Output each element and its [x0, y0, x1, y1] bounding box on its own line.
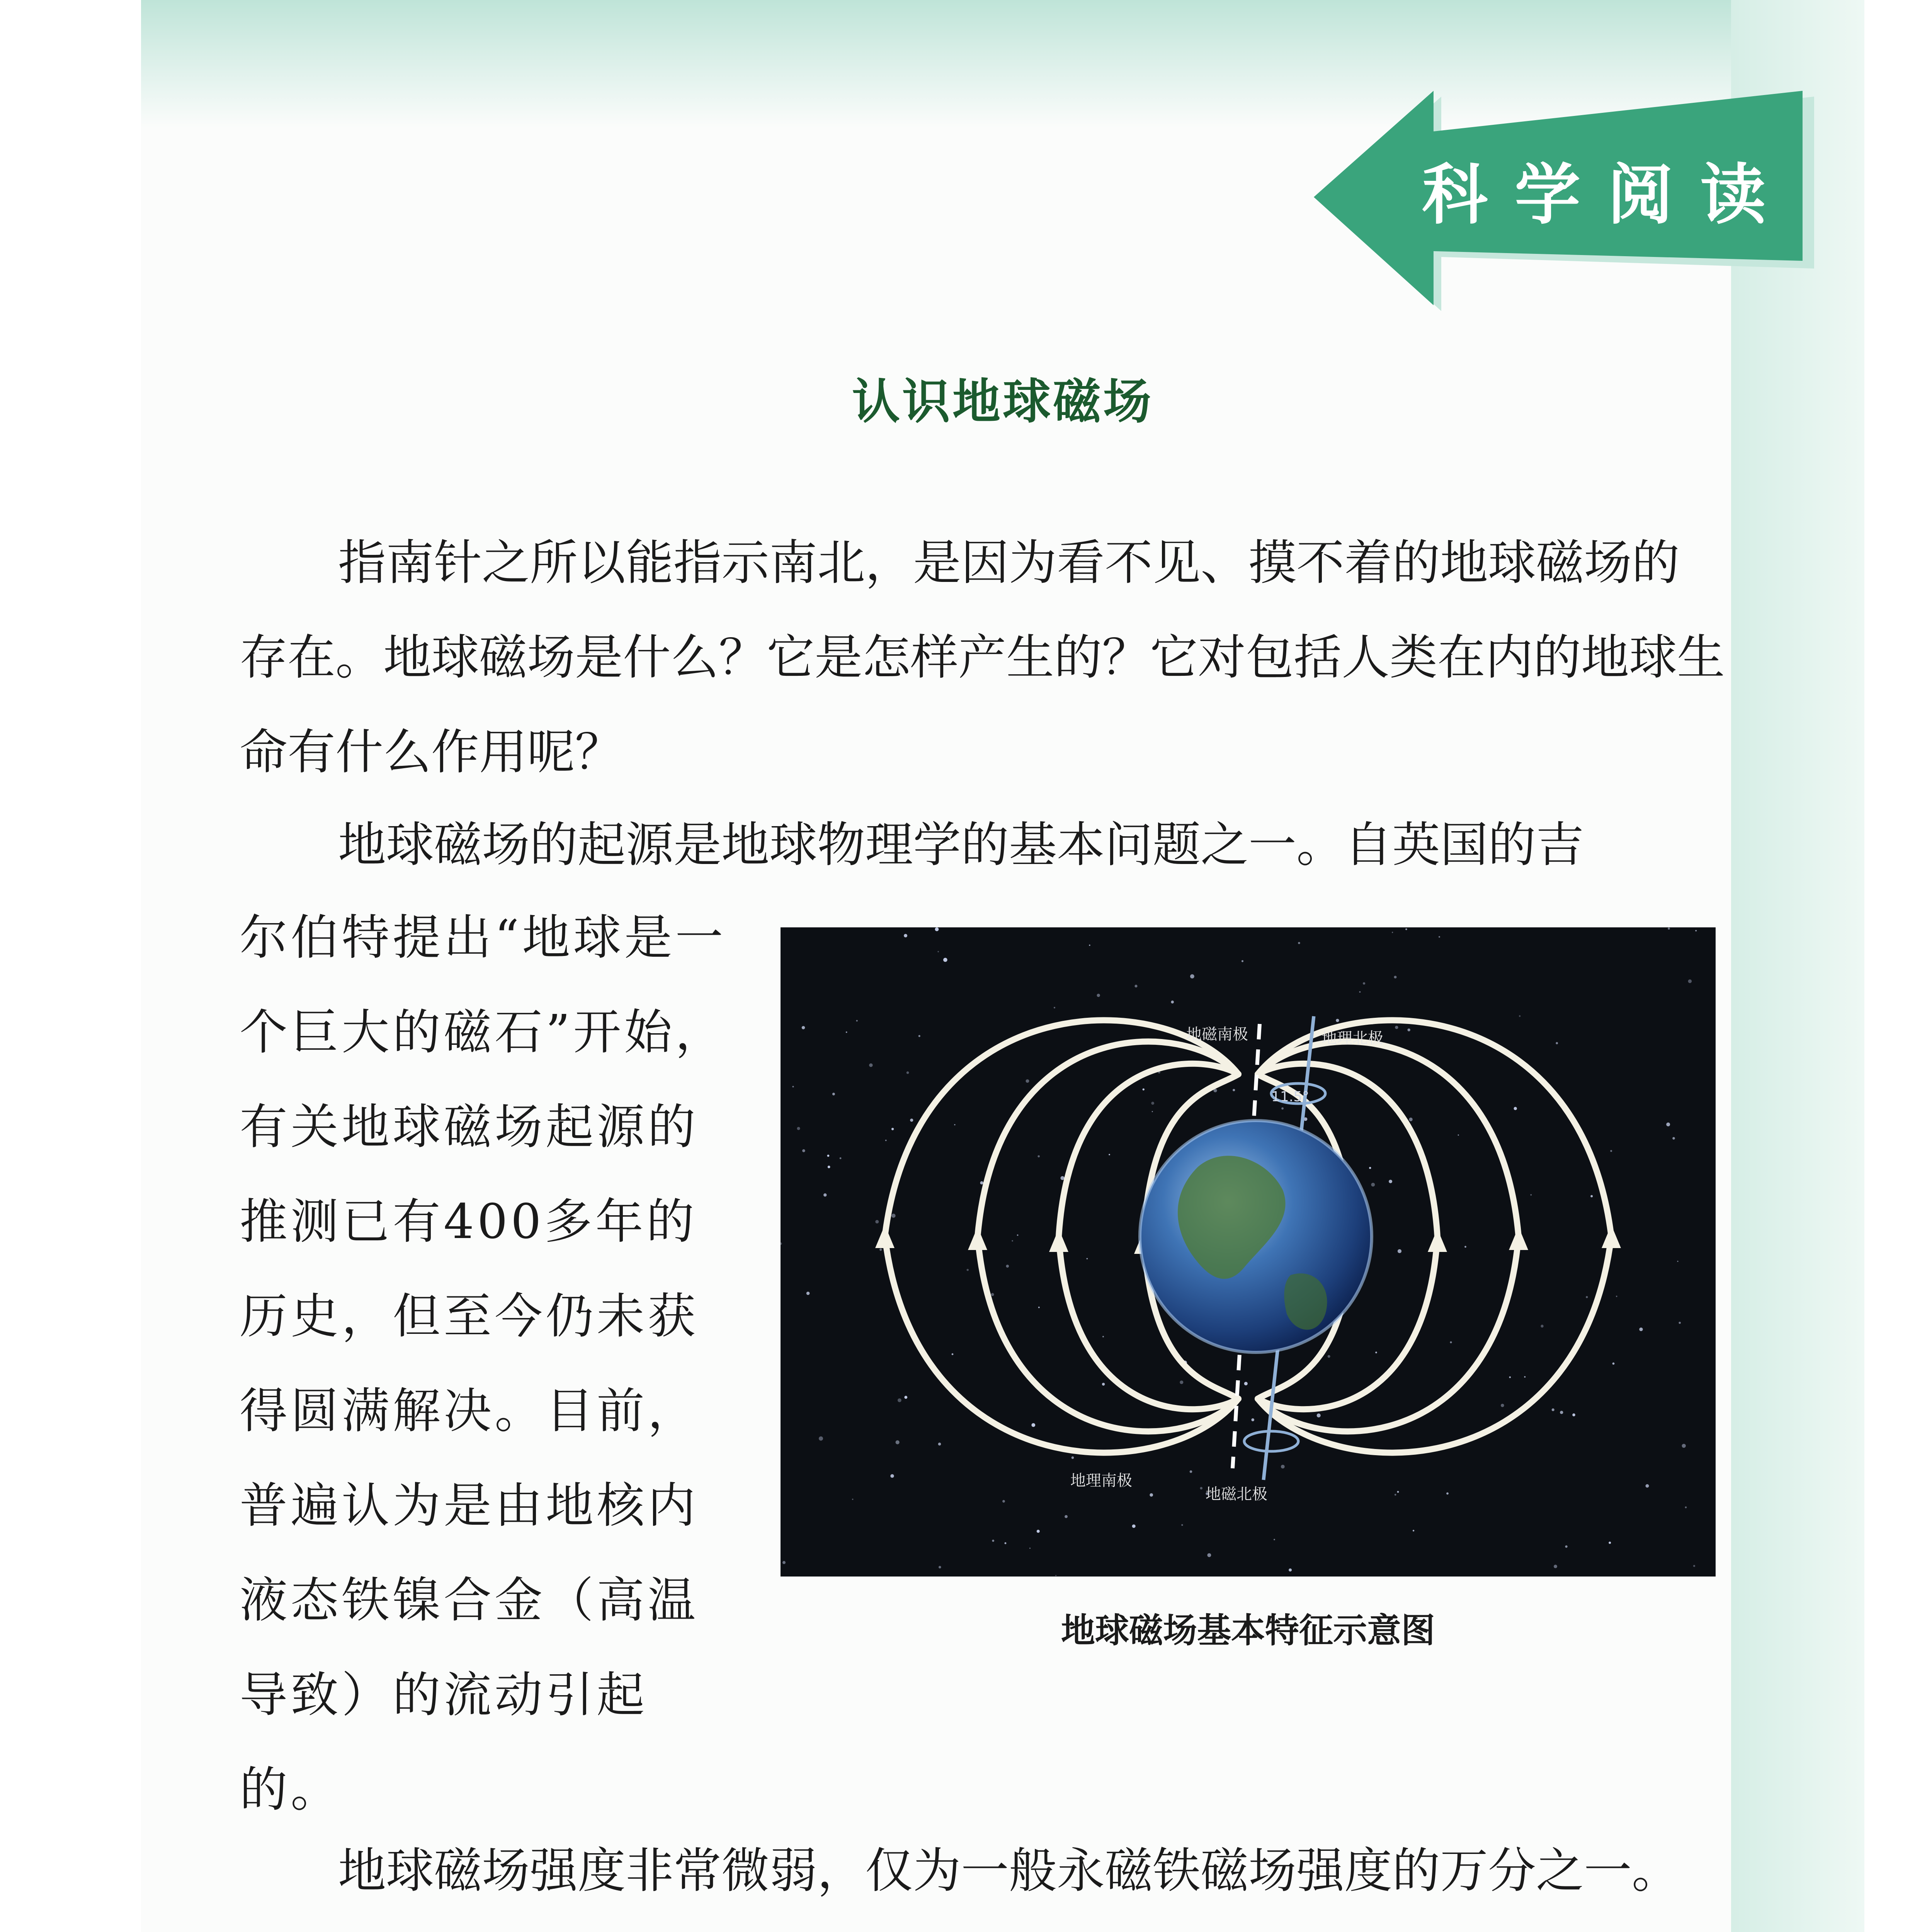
- star: [1586, 1296, 1588, 1298]
- label-geomagnetic-south: 地磁南极: [1186, 1026, 1248, 1043]
- star: [1392, 932, 1393, 933]
- star: [1695, 930, 1697, 932]
- star: [992, 1540, 994, 1542]
- star: [1102, 1383, 1105, 1386]
- star: [1055, 1575, 1056, 1576]
- star: [1336, 1019, 1339, 1022]
- star: [896, 1440, 900, 1444]
- star: [1150, 1493, 1153, 1497]
- star: [827, 1155, 830, 1157]
- label-geomagnetic-north: 地磁北极: [1206, 1485, 1267, 1503]
- star: [1572, 1413, 1575, 1417]
- star: [1501, 1404, 1504, 1407]
- star: [1054, 1007, 1055, 1009]
- star: [1181, 1524, 1183, 1526]
- star: [1359, 991, 1361, 993]
- star: [1087, 1258, 1088, 1260]
- star: [1413, 1530, 1414, 1531]
- star: [1281, 1465, 1285, 1469]
- star: [1560, 1411, 1563, 1414]
- star: [1026, 1079, 1029, 1083]
- star: [1317, 1413, 1321, 1417]
- star: [1405, 929, 1407, 930]
- star: [840, 1157, 842, 1159]
- star: [935, 927, 939, 931]
- article-title: 认识地球磁场: [852, 374, 1153, 430]
- star: [879, 1248, 882, 1251]
- star: [1554, 1565, 1557, 1568]
- magnetic-field-diagram: [781, 927, 1716, 1577]
- star: [1037, 1530, 1040, 1533]
- star: [1298, 942, 1300, 944]
- magnetic-field-figure: [781, 927, 1716, 1577]
- star: [1065, 1515, 1068, 1518]
- star: [875, 1220, 879, 1223]
- star: [1109, 1154, 1110, 1155]
- star: [1190, 1470, 1192, 1473]
- star: [1395, 1026, 1398, 1029]
- star: [1395, 1494, 1396, 1496]
- star: [1207, 1553, 1211, 1557]
- star: [937, 951, 939, 952]
- section-badge: [1314, 75, 1816, 315]
- star: [1446, 1492, 1449, 1495]
- figure-caption: 地球磁场基本特征示意图: [1061, 1611, 1435, 1650]
- star: [1134, 985, 1137, 987]
- star: [1609, 1542, 1611, 1544]
- star: [1519, 1015, 1520, 1017]
- star: [1363, 982, 1365, 985]
- star: [1017, 1235, 1019, 1236]
- star: [1398, 1249, 1401, 1253]
- star: [1677, 1261, 1678, 1262]
- section-badge-label: 科学阅读: [1422, 157, 1793, 233]
- star: [1031, 1423, 1035, 1427]
- star: [952, 1353, 954, 1355]
- label-axis-angle: 11.5°: [1271, 1089, 1310, 1105]
- star: [1524, 1376, 1526, 1378]
- star: [846, 1031, 847, 1033]
- star: [1375, 1352, 1377, 1354]
- star: [885, 1139, 887, 1141]
- star: [1002, 1500, 1005, 1503]
- star: [891, 1128, 894, 1130]
- star: [1328, 1355, 1330, 1358]
- star: [1666, 1122, 1670, 1126]
- star: [943, 958, 947, 962]
- star: [1646, 1484, 1649, 1488]
- star: [823, 1193, 827, 1196]
- star: [954, 1124, 955, 1125]
- paragraph-origin-continued: 尔伯特提出“地球是一个巨大的磁石”开始，有关地球磁场起源的推测已有400多年的历史，但至今仍未获得圆满解决。目前，普遍认为是由地核内液态铁镍合金（高温导致）的流动引起的。: [240, 910, 726, 1818]
- star: [1005, 1542, 1007, 1544]
- star: [1464, 1246, 1466, 1248]
- star: [1514, 1107, 1517, 1110]
- star: [1097, 994, 1100, 997]
- star: [1679, 1322, 1681, 1324]
- star: [1180, 1381, 1183, 1384]
- star: [1289, 1568, 1292, 1571]
- star: [1509, 1376, 1511, 1378]
- star: [904, 1396, 907, 1399]
- star: [1037, 1155, 1040, 1158]
- star: [1151, 1102, 1154, 1105]
- star: [1152, 1111, 1153, 1112]
- star: [1639, 1328, 1643, 1331]
- star: [852, 1498, 854, 1500]
- star: [1612, 1362, 1615, 1365]
- star: [906, 1071, 909, 1074]
- star: [1450, 1341, 1452, 1343]
- star: [1038, 1307, 1040, 1308]
- star: [1281, 1107, 1284, 1110]
- star: [1556, 1042, 1558, 1044]
- star: [1693, 1565, 1695, 1567]
- star: [1171, 1000, 1174, 1003]
- star: [1688, 980, 1692, 983]
- star: [918, 1035, 920, 1037]
- label-geographic-south: 地理南极: [1070, 1472, 1132, 1490]
- star: [869, 1063, 872, 1067]
- star: [1251, 1418, 1254, 1422]
- star: [1089, 945, 1090, 946]
- star: [938, 1442, 941, 1446]
- star: [1668, 927, 1670, 930]
- star: [967, 1269, 969, 1271]
- star: [1531, 1194, 1532, 1196]
- star: [856, 1020, 858, 1022]
- star: [1029, 1548, 1031, 1549]
- star: [1006, 1265, 1009, 1268]
- star: [1458, 1134, 1459, 1136]
- star: [828, 1166, 830, 1168]
- star: [1682, 1444, 1686, 1448]
- star: [1143, 1088, 1145, 1090]
- star: [1397, 1491, 1399, 1493]
- star: [898, 1398, 901, 1402]
- star: [1102, 1336, 1104, 1337]
- star: [939, 1566, 941, 1569]
- star: [1132, 1524, 1136, 1528]
- star: [1672, 1137, 1675, 1140]
- star: [1408, 1029, 1410, 1031]
- star: [782, 1561, 786, 1564]
- star: [1242, 960, 1243, 962]
- star: [832, 1093, 835, 1095]
- star: [1685, 1507, 1687, 1509]
- star: [819, 1436, 823, 1440]
- paragraph-field-strength: 地球磁场强度非常微弱，仅为一般永磁铁磁场强度的万分之一。: [338, 1843, 1680, 1899]
- paragraph-origin-intro: 地球磁场的起源是地球物理学的基本问题之一。自英国的吉: [338, 817, 1584, 873]
- star: [1552, 1408, 1554, 1411]
- star: [1233, 1089, 1235, 1091]
- star: [1244, 1382, 1248, 1385]
- star: [980, 1181, 983, 1184]
- star: [1389, 1180, 1392, 1183]
- star: [1012, 1240, 1013, 1242]
- label-geographic-north: 地理北极: [1321, 1029, 1383, 1047]
- star: [793, 1086, 794, 1087]
- star: [1190, 974, 1194, 978]
- star: [1394, 976, 1397, 978]
- star: [1439, 936, 1440, 938]
- star: [904, 934, 907, 937]
- star: [797, 1127, 800, 1130]
- star: [1610, 1150, 1612, 1152]
- star: [1565, 1545, 1568, 1548]
- star: [1200, 1487, 1203, 1490]
- star: [1369, 1167, 1371, 1169]
- star: [1616, 1296, 1617, 1297]
- paragraph-intro: 指南针之所以能指示南北，是因为看不见、摸不着的地球磁场的存在。地球磁场是什么？它是怎样产生的？它对包括人类在内的地球生命有什么作用呢？: [240, 535, 1725, 780]
- star: [1541, 1325, 1543, 1327]
- star: [991, 1293, 994, 1296]
- star: [910, 1119, 913, 1122]
- star: [891, 1214, 896, 1218]
- star: [890, 1474, 894, 1478]
- star: [802, 1026, 805, 1029]
- star: [1371, 1183, 1375, 1187]
- star: [1274, 1539, 1275, 1541]
- star: [1409, 1117, 1412, 1121]
- star: [806, 1292, 810, 1295]
- star: [1071, 1456, 1074, 1459]
- star: [1590, 1195, 1593, 1197]
- star: [802, 1149, 805, 1152]
- star: [1061, 1176, 1065, 1180]
